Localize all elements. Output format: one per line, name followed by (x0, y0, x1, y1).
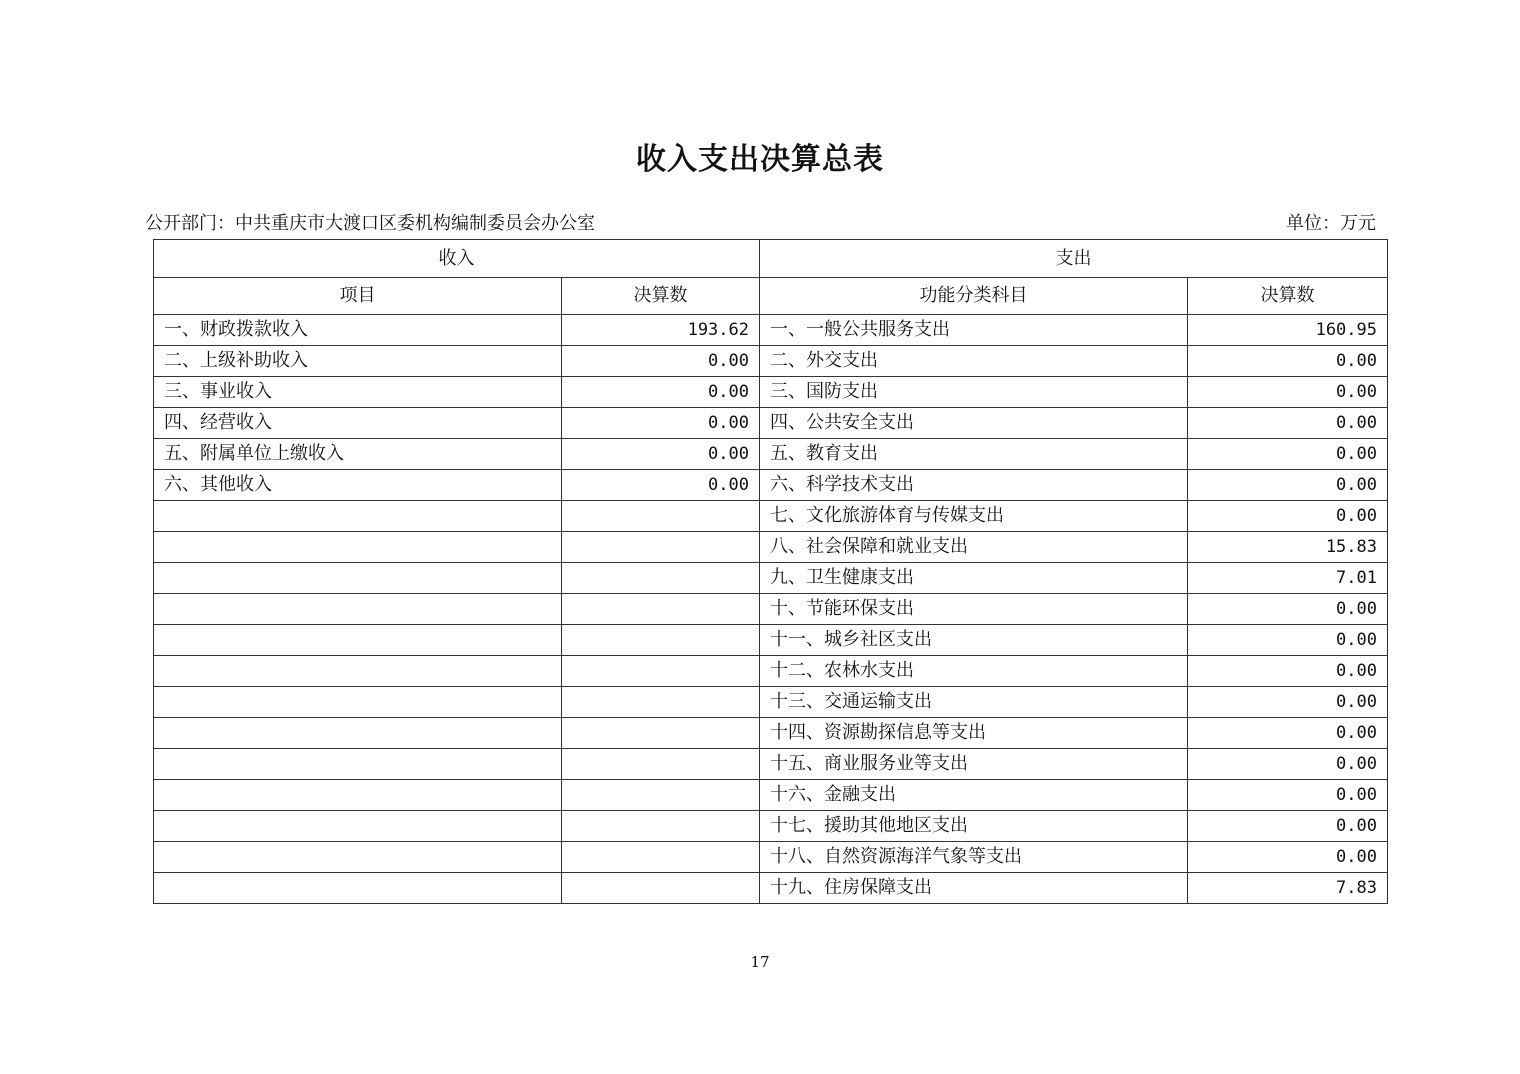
expense-amount-cell: 0.00 (1188, 408, 1388, 439)
table-row (154, 811, 1388, 842)
expense-item-cell: 十五、商业服务业等支出 (760, 749, 1188, 780)
expense-amount-header: 决算数 (1188, 278, 1388, 315)
income-item-cell (154, 532, 562, 563)
expense-item-header: 功能分类科目 (760, 278, 1188, 315)
expense-amount-cell: 0.00 (1188, 749, 1388, 780)
table-row (154, 346, 1388, 377)
income-amount-cell: 0.00 (562, 408, 760, 439)
table-row (154, 439, 1388, 470)
income-amount-cell (562, 780, 760, 811)
table-row (154, 656, 1388, 687)
page-number: 17 (750, 953, 770, 971)
income-amount-cell (562, 811, 760, 842)
expense-amount-cell: 0.00 (1188, 687, 1388, 718)
income-amount-cell: 0.00 (562, 377, 760, 408)
expense-amount-cell: 0.00 (1188, 625, 1388, 656)
expense-amount-cell: 0.00 (1188, 656, 1388, 687)
income-item-cell (154, 718, 562, 749)
expense-amount-cell: 15.83 (1188, 532, 1388, 563)
table-row (154, 377, 1388, 408)
expense-item-cell: 十一、城乡社区支出 (760, 625, 1188, 656)
income-item-cell (154, 842, 562, 873)
income-amount-cell (562, 563, 760, 594)
table-row (154, 501, 1388, 532)
income-amount-cell: 0.00 (562, 470, 760, 501)
header-group-row (154, 240, 1388, 278)
income-amount-cell (562, 842, 760, 873)
table-row (154, 532, 1388, 563)
income-group-header: 收入 (154, 240, 760, 278)
expense-item-cell: 一、一般公共服务支出 (760, 315, 1188, 346)
expense-group-header: 支出 (760, 240, 1388, 278)
expense-amount-cell: 0.00 (1188, 780, 1388, 811)
expense-item-cell: 十六、金融支出 (760, 780, 1188, 811)
income-amount-cell (562, 501, 760, 532)
table-row (154, 873, 1388, 904)
income-item-header: 项目 (154, 278, 562, 315)
income-item-cell: 一、财政拨款收入 (154, 315, 562, 346)
expense-item-cell: 二、外交支出 (760, 346, 1188, 377)
income-item-cell (154, 501, 562, 532)
table-row (154, 718, 1388, 749)
income-item-cell: 四、经营收入 (154, 408, 562, 439)
income-item-cell (154, 594, 562, 625)
expense-item-cell: 十二、农林水支出 (760, 656, 1188, 687)
table-row (154, 687, 1388, 718)
income-item-cell (154, 563, 562, 594)
expense-item-cell: 三、国防支出 (760, 377, 1188, 408)
income-amount-cell (562, 687, 760, 718)
income-amount-cell (562, 532, 760, 563)
income-item-cell: 三、事业收入 (154, 377, 562, 408)
expense-amount-cell: 0.00 (1188, 377, 1388, 408)
income-amount-cell (562, 594, 760, 625)
income-item-cell: 六、其他收入 (154, 470, 562, 501)
table-row (154, 470, 1388, 501)
expense-item-cell: 七、文化旅游体育与传媒支出 (760, 501, 1188, 532)
expense-item-cell: 六、科学技术支出 (760, 470, 1188, 501)
income-item-cell (154, 656, 562, 687)
expense-item-cell: 四、公共安全支出 (760, 408, 1188, 439)
income-item-cell (154, 687, 562, 718)
income-item-cell (154, 780, 562, 811)
expense-item-cell: 十三、交通运输支出 (760, 687, 1188, 718)
expense-amount-cell: 0.00 (1188, 811, 1388, 842)
income-item-cell (154, 873, 562, 904)
expense-amount-cell: 0.00 (1188, 501, 1388, 532)
page-title: 收入支出决算总表 (636, 142, 884, 177)
income-expense-table (153, 239, 1388, 904)
expense-item-cell: 十四、资源勘探信息等支出 (760, 718, 1188, 749)
income-amount-cell (562, 873, 760, 904)
income-item-cell (154, 749, 562, 780)
table-row (154, 749, 1388, 780)
income-item-cell (154, 811, 562, 842)
expense-item-cell: 十八、自然资源海洋气象等支出 (760, 842, 1188, 873)
expense-item-cell: 五、教育支出 (760, 439, 1188, 470)
expense-amount-cell: 160.95 (1188, 315, 1388, 346)
expense-amount-cell: 7.83 (1188, 873, 1388, 904)
table-row (154, 842, 1388, 873)
income-amount-cell: 193.62 (562, 315, 760, 346)
income-amount-cell: 0.00 (562, 439, 760, 470)
table-row (154, 780, 1388, 811)
expense-item-cell: 十、节能环保支出 (760, 594, 1188, 625)
income-amount-cell (562, 718, 760, 749)
income-amount-cell (562, 625, 760, 656)
expense-amount-cell: 7.01 (1188, 563, 1388, 594)
header-columns-row (154, 278, 1388, 315)
table-row (154, 594, 1388, 625)
expense-amount-cell: 0.00 (1188, 439, 1388, 470)
expense-amount-cell: 0.00 (1188, 842, 1388, 873)
expense-amount-cell: 0.00 (1188, 346, 1388, 377)
expense-amount-cell: 0.00 (1188, 718, 1388, 749)
expense-amount-cell: 0.00 (1188, 594, 1388, 625)
income-amount-cell (562, 656, 760, 687)
income-amount-cell (562, 749, 760, 780)
table-row (154, 563, 1388, 594)
table-row (154, 408, 1388, 439)
income-item-cell: 五、附属单位上缴收入 (154, 439, 562, 470)
income-amount-header: 决算数 (562, 278, 760, 315)
expense-item-cell: 九、卫生健康支出 (760, 563, 1188, 594)
table-row (154, 625, 1388, 656)
income-item-cell: 二、上级补助收入 (154, 346, 562, 377)
expense-item-cell: 八、社会保障和就业支出 (760, 532, 1188, 563)
table-row (154, 315, 1388, 346)
income-item-cell (154, 625, 562, 656)
unit-label: 单位：万元 (1286, 213, 1376, 234)
expense-item-cell: 十九、住房保障支出 (760, 873, 1188, 904)
expense-amount-cell: 0.00 (1188, 470, 1388, 501)
expense-item-cell: 十七、援助其他地区支出 (760, 811, 1188, 842)
income-amount-cell: 0.00 (562, 346, 760, 377)
department-label: 公开部门：中共重庆市大渡口区委机构编制委员会办公室 (145, 213, 595, 234)
